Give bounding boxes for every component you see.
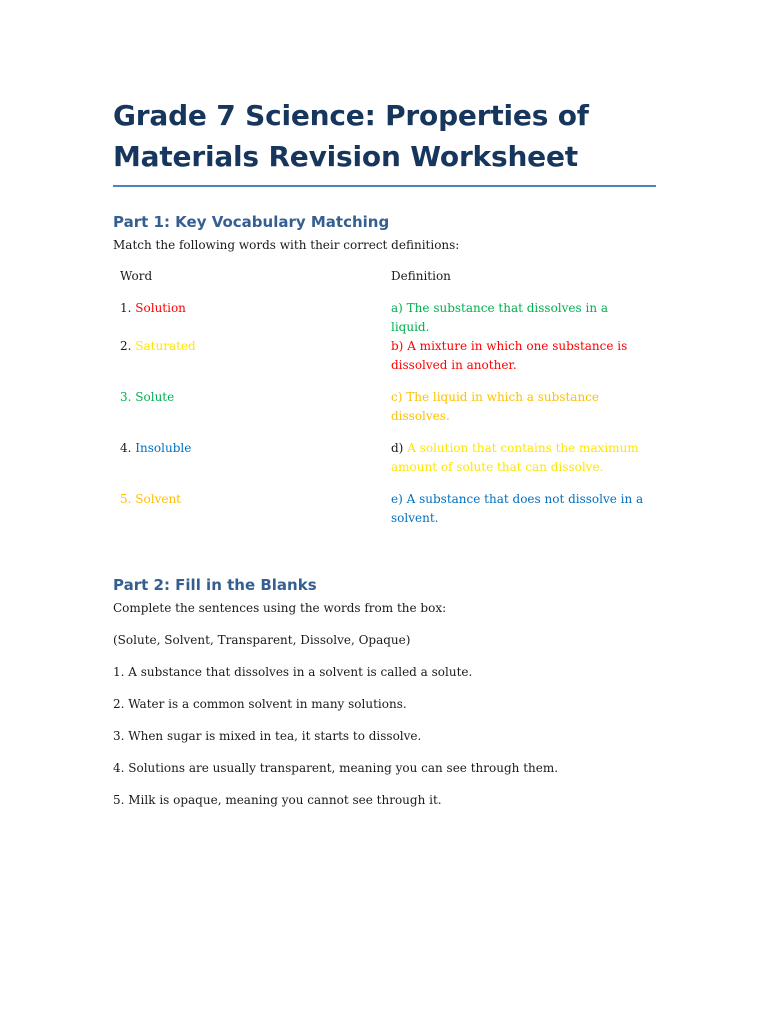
vocab-word [120,439,380,458]
list-item: 4. Solutions are usually transparent, meaning you can see through them. [113,761,559,775]
row-number: 2. [120,339,132,353]
row-number: 5. [120,492,132,506]
vocab-word [120,337,380,356]
row-number: 1. [120,301,132,315]
part1-section [113,213,656,554]
definition-text: A substance that does not dissolve in a solvent. [391,492,644,525]
row-number: 3. [120,390,132,404]
vocab-definition [391,388,649,426]
part1-instruction: Match the following words with their correct definitions: [113,238,460,252]
column-header-definition: Definition [391,269,451,283]
definition-text: The substance that dissolves in a liquid. [391,301,609,334]
page-title: Grade 7 Science: Properties of Materials Revision Worksheet [113,95,656,187]
vocab-word [120,490,380,509]
word-text: Saturated [135,339,196,353]
definition-text: A solution that contains the maximum amount of solute that can dissolve. [391,441,639,474]
definition-letter: a) [391,301,403,315]
part2-heading: Part 2: Fill in the Blanks [113,576,317,594]
part2-instruction: Complete the sentences using the words from the box: [113,601,447,615]
word-box: (Solute, Solvent, Transparent, Dissolve, Opaque) [113,633,411,647]
vocab-definition [391,490,649,528]
definition-letter: d) [391,441,404,455]
word-text: Solvent [135,492,181,506]
vocab-definition [391,337,649,375]
worksheet-page [113,95,656,807]
definition-text: A mixture in which one substance is dissolved in another. [391,339,628,372]
part1-heading: Part 1: Key Vocabulary Matching [113,213,390,231]
list-item: 3. When sugar is mixed in tea, it starts to dissolve. [113,729,422,743]
list-item: 5. Milk is opaque, meaning you cannot see through it. [113,793,442,807]
vocab-word [120,388,380,407]
word-text: Solution [135,301,186,315]
vocab-definition [391,439,649,477]
vocab-table [113,254,656,554]
part2-section [113,576,656,809]
word-text: Solute [135,390,175,404]
column-header-word: Word [120,269,153,283]
definition-letter: c) [391,390,403,404]
definition-text: The liquid in which a substance dissolves. [391,390,600,423]
vocab-word [120,299,380,318]
vocab-definition [391,299,649,337]
list-item: 1. A substance that dissolves in a solvent is called a solute. [113,665,473,679]
definition-letter: e) [391,492,403,506]
list-item: 2. Water is a common solvent in many solutions. [113,697,407,711]
word-text: Insoluble [135,441,192,455]
definition-letter: b) [391,339,404,353]
row-number: 4. [120,441,132,455]
